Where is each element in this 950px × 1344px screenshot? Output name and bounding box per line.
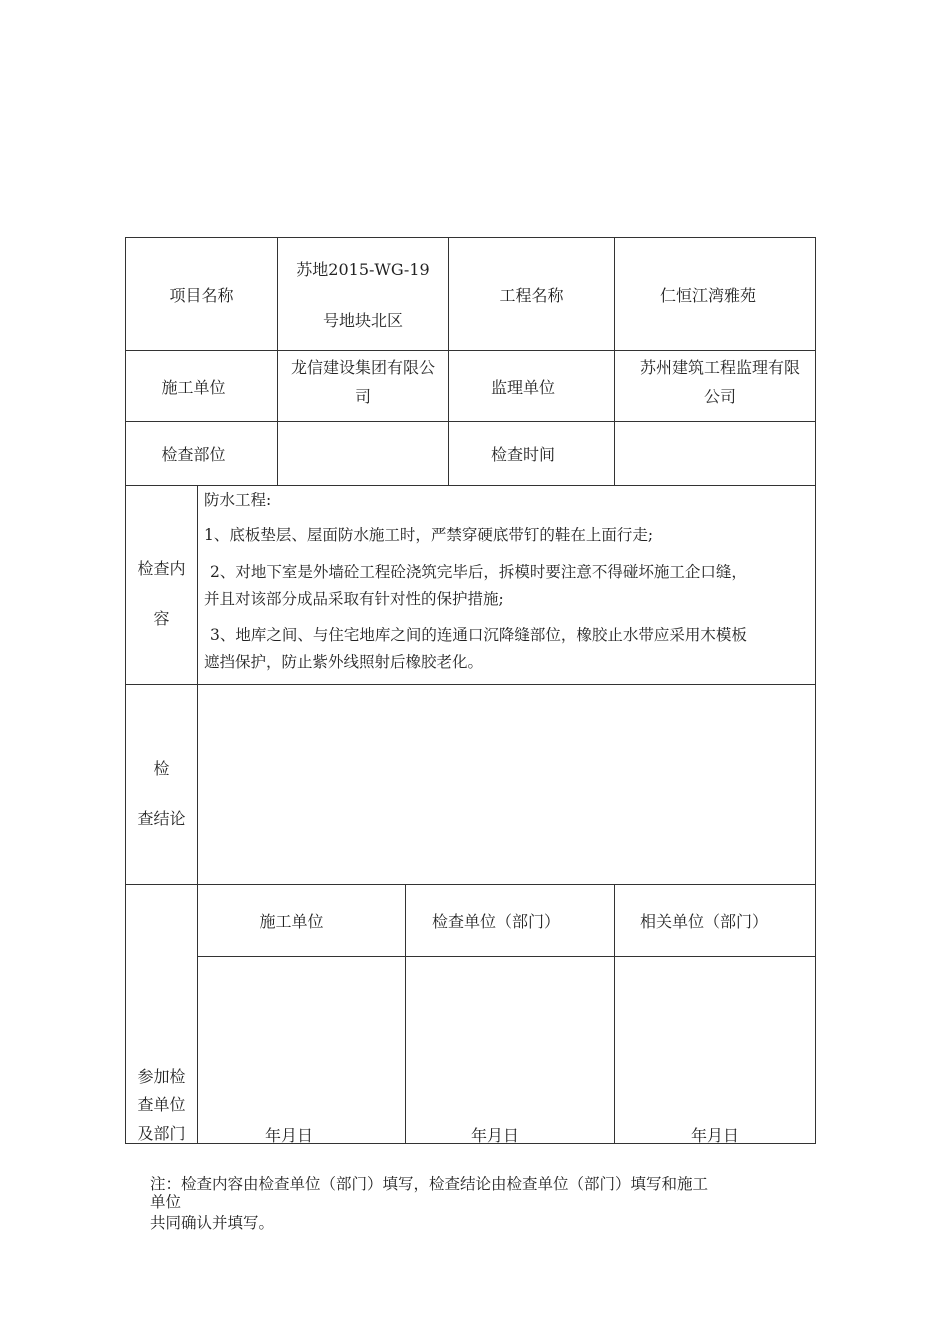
conclusion-label-line1: 检 <box>153 759 170 778</box>
signature-area-related[interactable] <box>615 957 815 1143</box>
conclusion-area[interactable] <box>198 685 815 884</box>
date-related: 年月日 <box>690 1126 739 1145</box>
note-line3: 共同确认并填写。 <box>150 1214 275 1232</box>
engineering-name-label: 工程名称 <box>499 286 564 305</box>
col-inspection-unit: 检查单位（部门） <box>431 912 560 931</box>
content-item-3-line2: 遮挡保护，防止紫外线照射后橡胶老化。 <box>204 653 484 671</box>
note-line2: 单位 <box>150 1193 182 1211</box>
date-construction: 年月日 <box>264 1126 313 1145</box>
project-name-label: 项目名称 <box>169 286 234 305</box>
construction-unit-label: 施工单位 <box>161 378 226 397</box>
inspection-part-label: 检查部位 <box>161 445 226 464</box>
supervision-unit-value-line2: 公司 <box>703 387 736 406</box>
supervision-unit-label: 监理单位 <box>490 378 555 397</box>
supervision-unit-value-line1: 苏州建筑工程监理有限 <box>639 358 800 377</box>
content-item-1: 1、底板垫层、屋面防水施工时，严禁穿硬底带钉的鞋在上面行走; <box>204 526 654 544</box>
signature-area-construction[interactable] <box>198 957 405 1143</box>
col-related-unit: 相关单位（部门） <box>639 912 768 931</box>
inspection-time-label: 检查时间 <box>490 445 555 464</box>
construction-unit-value-line2: 司 <box>354 387 371 406</box>
content-heading: 防水工程: <box>204 491 272 509</box>
conclusion-label-line2: 查结论 <box>137 809 186 828</box>
content-label-line2: 容 <box>153 609 170 628</box>
content-item-2-line1: 2、对地下室是外墙砼工程砼浇筑完毕后，拆模时要注意不得碰坏施工企口缝， <box>210 563 747 581</box>
participants-label-line2: 查单位 <box>137 1095 186 1114</box>
content-item-2-line2: 并且对该部分成品采取有针对性的保护措施; <box>204 590 504 608</box>
col-construction-unit: 施工单位 <box>259 912 324 931</box>
date-inspection: 年月日 <box>470 1126 519 1145</box>
participants-label-line3: 及部门 <box>137 1124 186 1143</box>
participants-label-line1: 参加检 <box>137 1067 186 1086</box>
note-line1: 注：检查内容由检查单位（部门）填写，检查结论由检查单位（部门）填写和施工 <box>150 1175 709 1193</box>
content-item-3-line1: 3、地库之间、与住宅地库之间的连通口沉降缝部位，橡胶止水带应采用木模板 <box>210 626 747 644</box>
signature-area-inspection[interactable] <box>406 957 614 1143</box>
project-name-value-line1: 苏地2015-WG-19 <box>296 260 430 279</box>
construction-unit-value-line1: 龙信建设集团有限公 <box>290 358 435 377</box>
project-name-value-line2: 号地块北区 <box>322 311 403 330</box>
engineering-name-value: 仁恒江湾雅苑 <box>659 286 756 305</box>
content-label-line1: 检查内 <box>137 559 186 578</box>
